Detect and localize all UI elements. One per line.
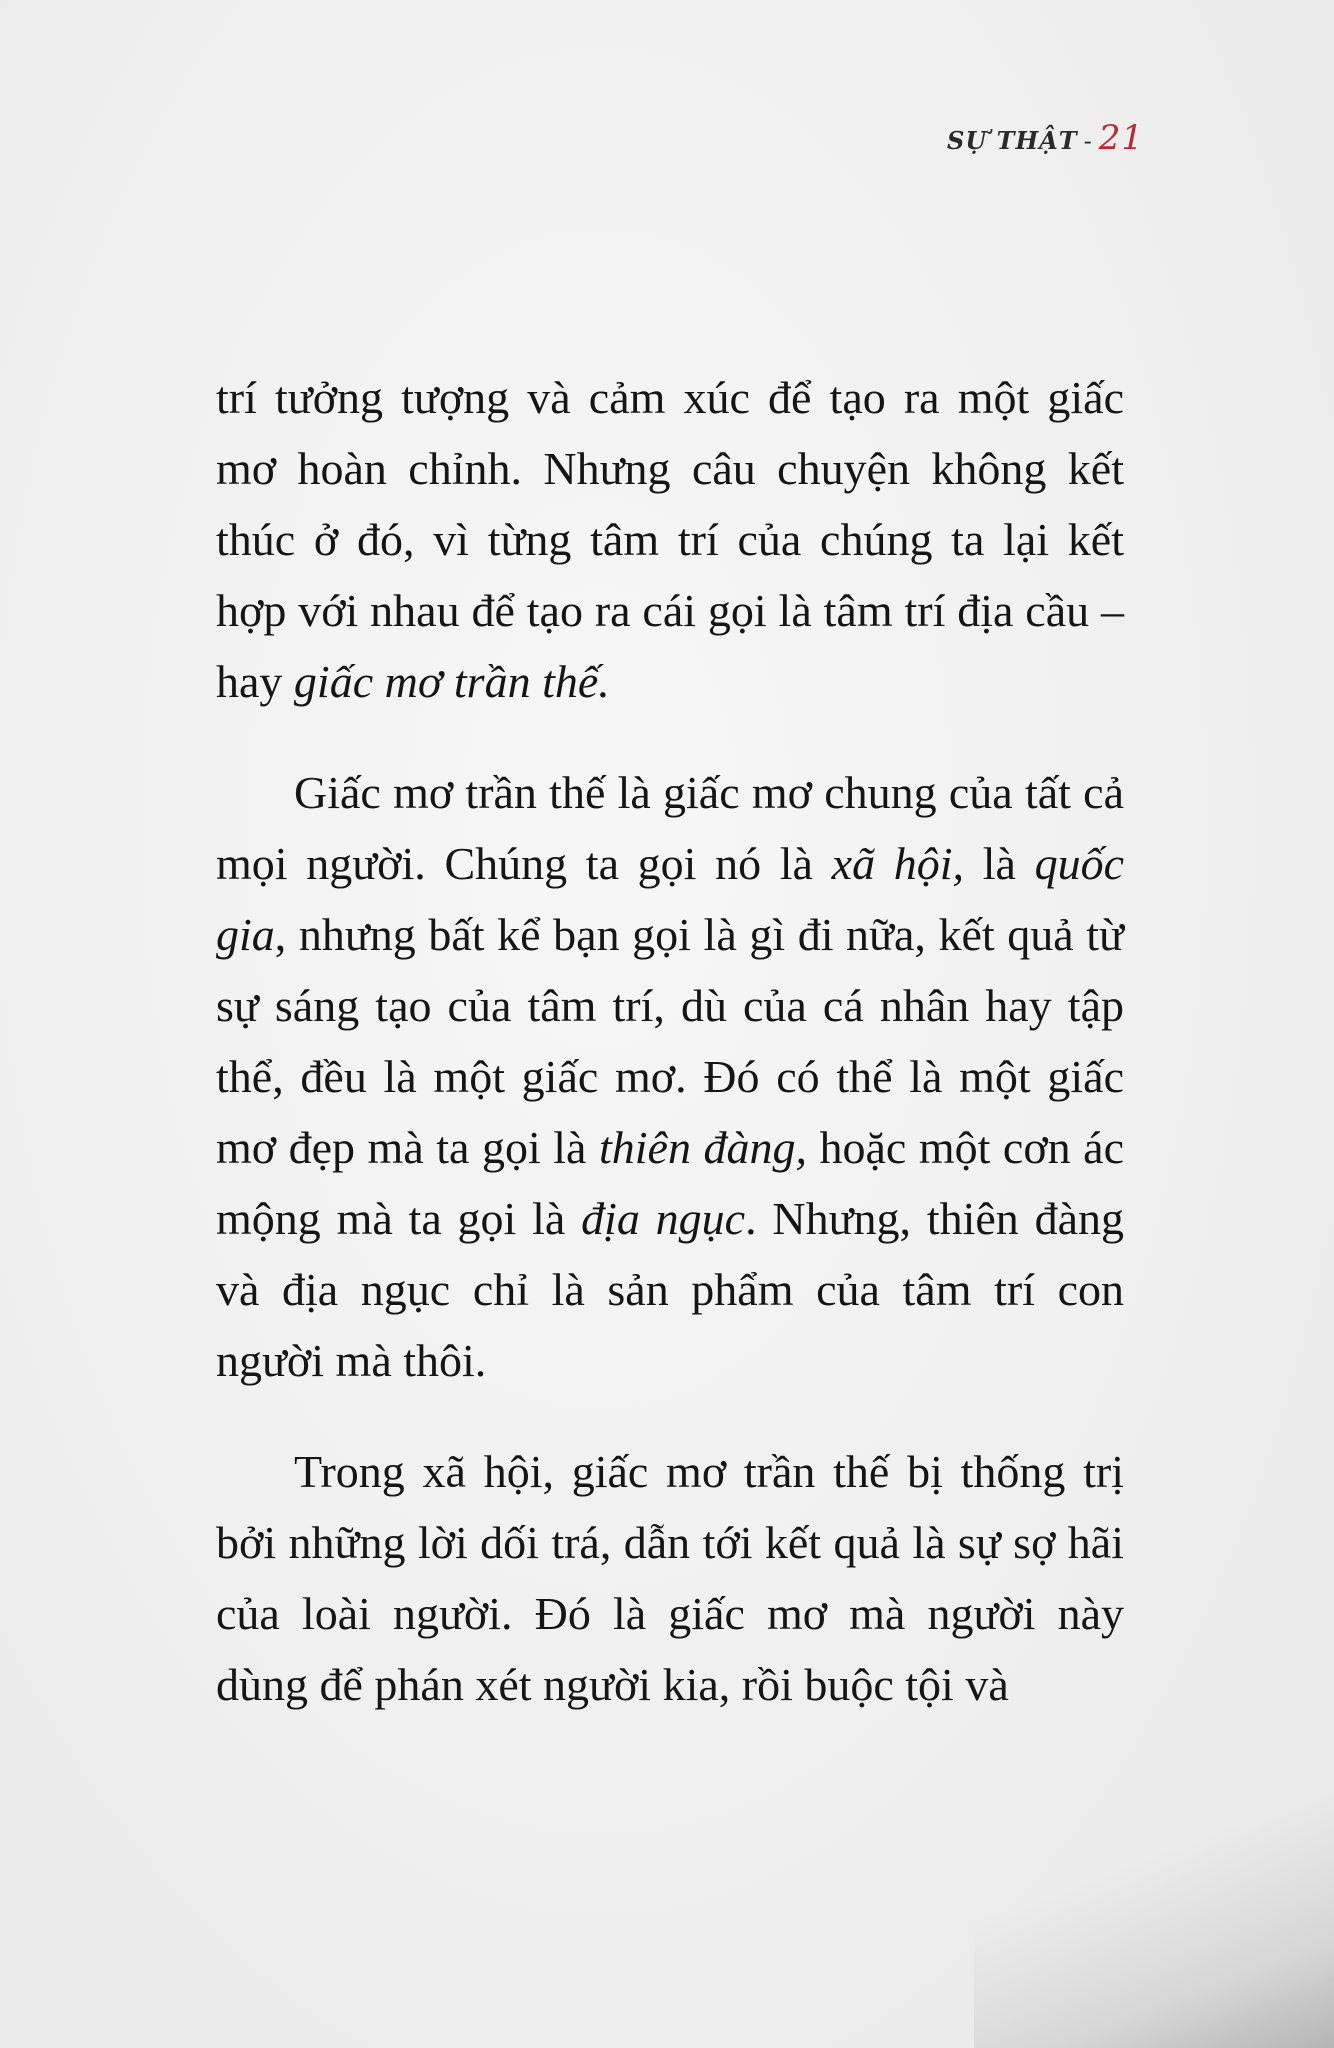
italic-segment: địa ngục	[581, 1193, 746, 1244]
italic-segment: giấc mơ trần thế.	[293, 656, 610, 707]
text-segment: . Nhưng, thiên đàng và địa ngục chỉ là sản phẩm của tâm trí con người mà thôi.	[216, 1193, 1125, 1386]
running-header	[947, 118, 1144, 158]
header-separator: -	[1083, 127, 1093, 155]
page-curl-shadow	[974, 1748, 1334, 2048]
italic-segment: xã hội,	[831, 838, 965, 889]
text-segment: hoặc một cơn ác mộng mà ta gọi là	[216, 1122, 1124, 1244]
body-text	[216, 362, 1124, 1760]
text-segment: trí tưởng tượng và cảm xúc để tạo ra một giấc mơ hoàn chỉnh. Nhưng câu chuyện không kết thúc ở đó, vì từng tâm trí của chúng ta lại kết hợp với nhau để tạo ra cái gọi là tâm trí địa cầu – hay	[216, 372, 1124, 707]
text-segment: , nhưng bất kể bạn gọi là gì đi nữa, kết quả từ sự sáng tạo của tâm trí, dù của cá nhân hay tập thể, đều là một giấc mơ. Đó có thể là một giấc mơ đẹp mà ta gọi là	[216, 909, 1124, 1173]
text-segment: Giấc mơ trần thế là giấc mơ chung của tất cả mọi người. Chúng ta gọi nó là	[216, 767, 1124, 889]
text-segment: là	[964, 838, 1035, 889]
paragraph-2	[216, 757, 1124, 1396]
italic-segment: thiên đàng,	[598, 1122, 807, 1173]
paragraph-3	[216, 1436, 1124, 1720]
page-number: 21	[1098, 118, 1144, 158]
chapter-title: SỰ THẬT	[946, 126, 1078, 155]
italic-segment: quốc gia	[216, 838, 1124, 960]
paragraph-1	[216, 362, 1124, 717]
text-segment: Trong xã hội, giấc mơ trần thế bị thống trị bởi những lời dối trá, dẫn tới kết quả là sự sợ hãi của loài người. Đó là giấc mơ mà người này dùng để phán xét người kia, rồi buộc tội và	[216, 1446, 1124, 1710]
